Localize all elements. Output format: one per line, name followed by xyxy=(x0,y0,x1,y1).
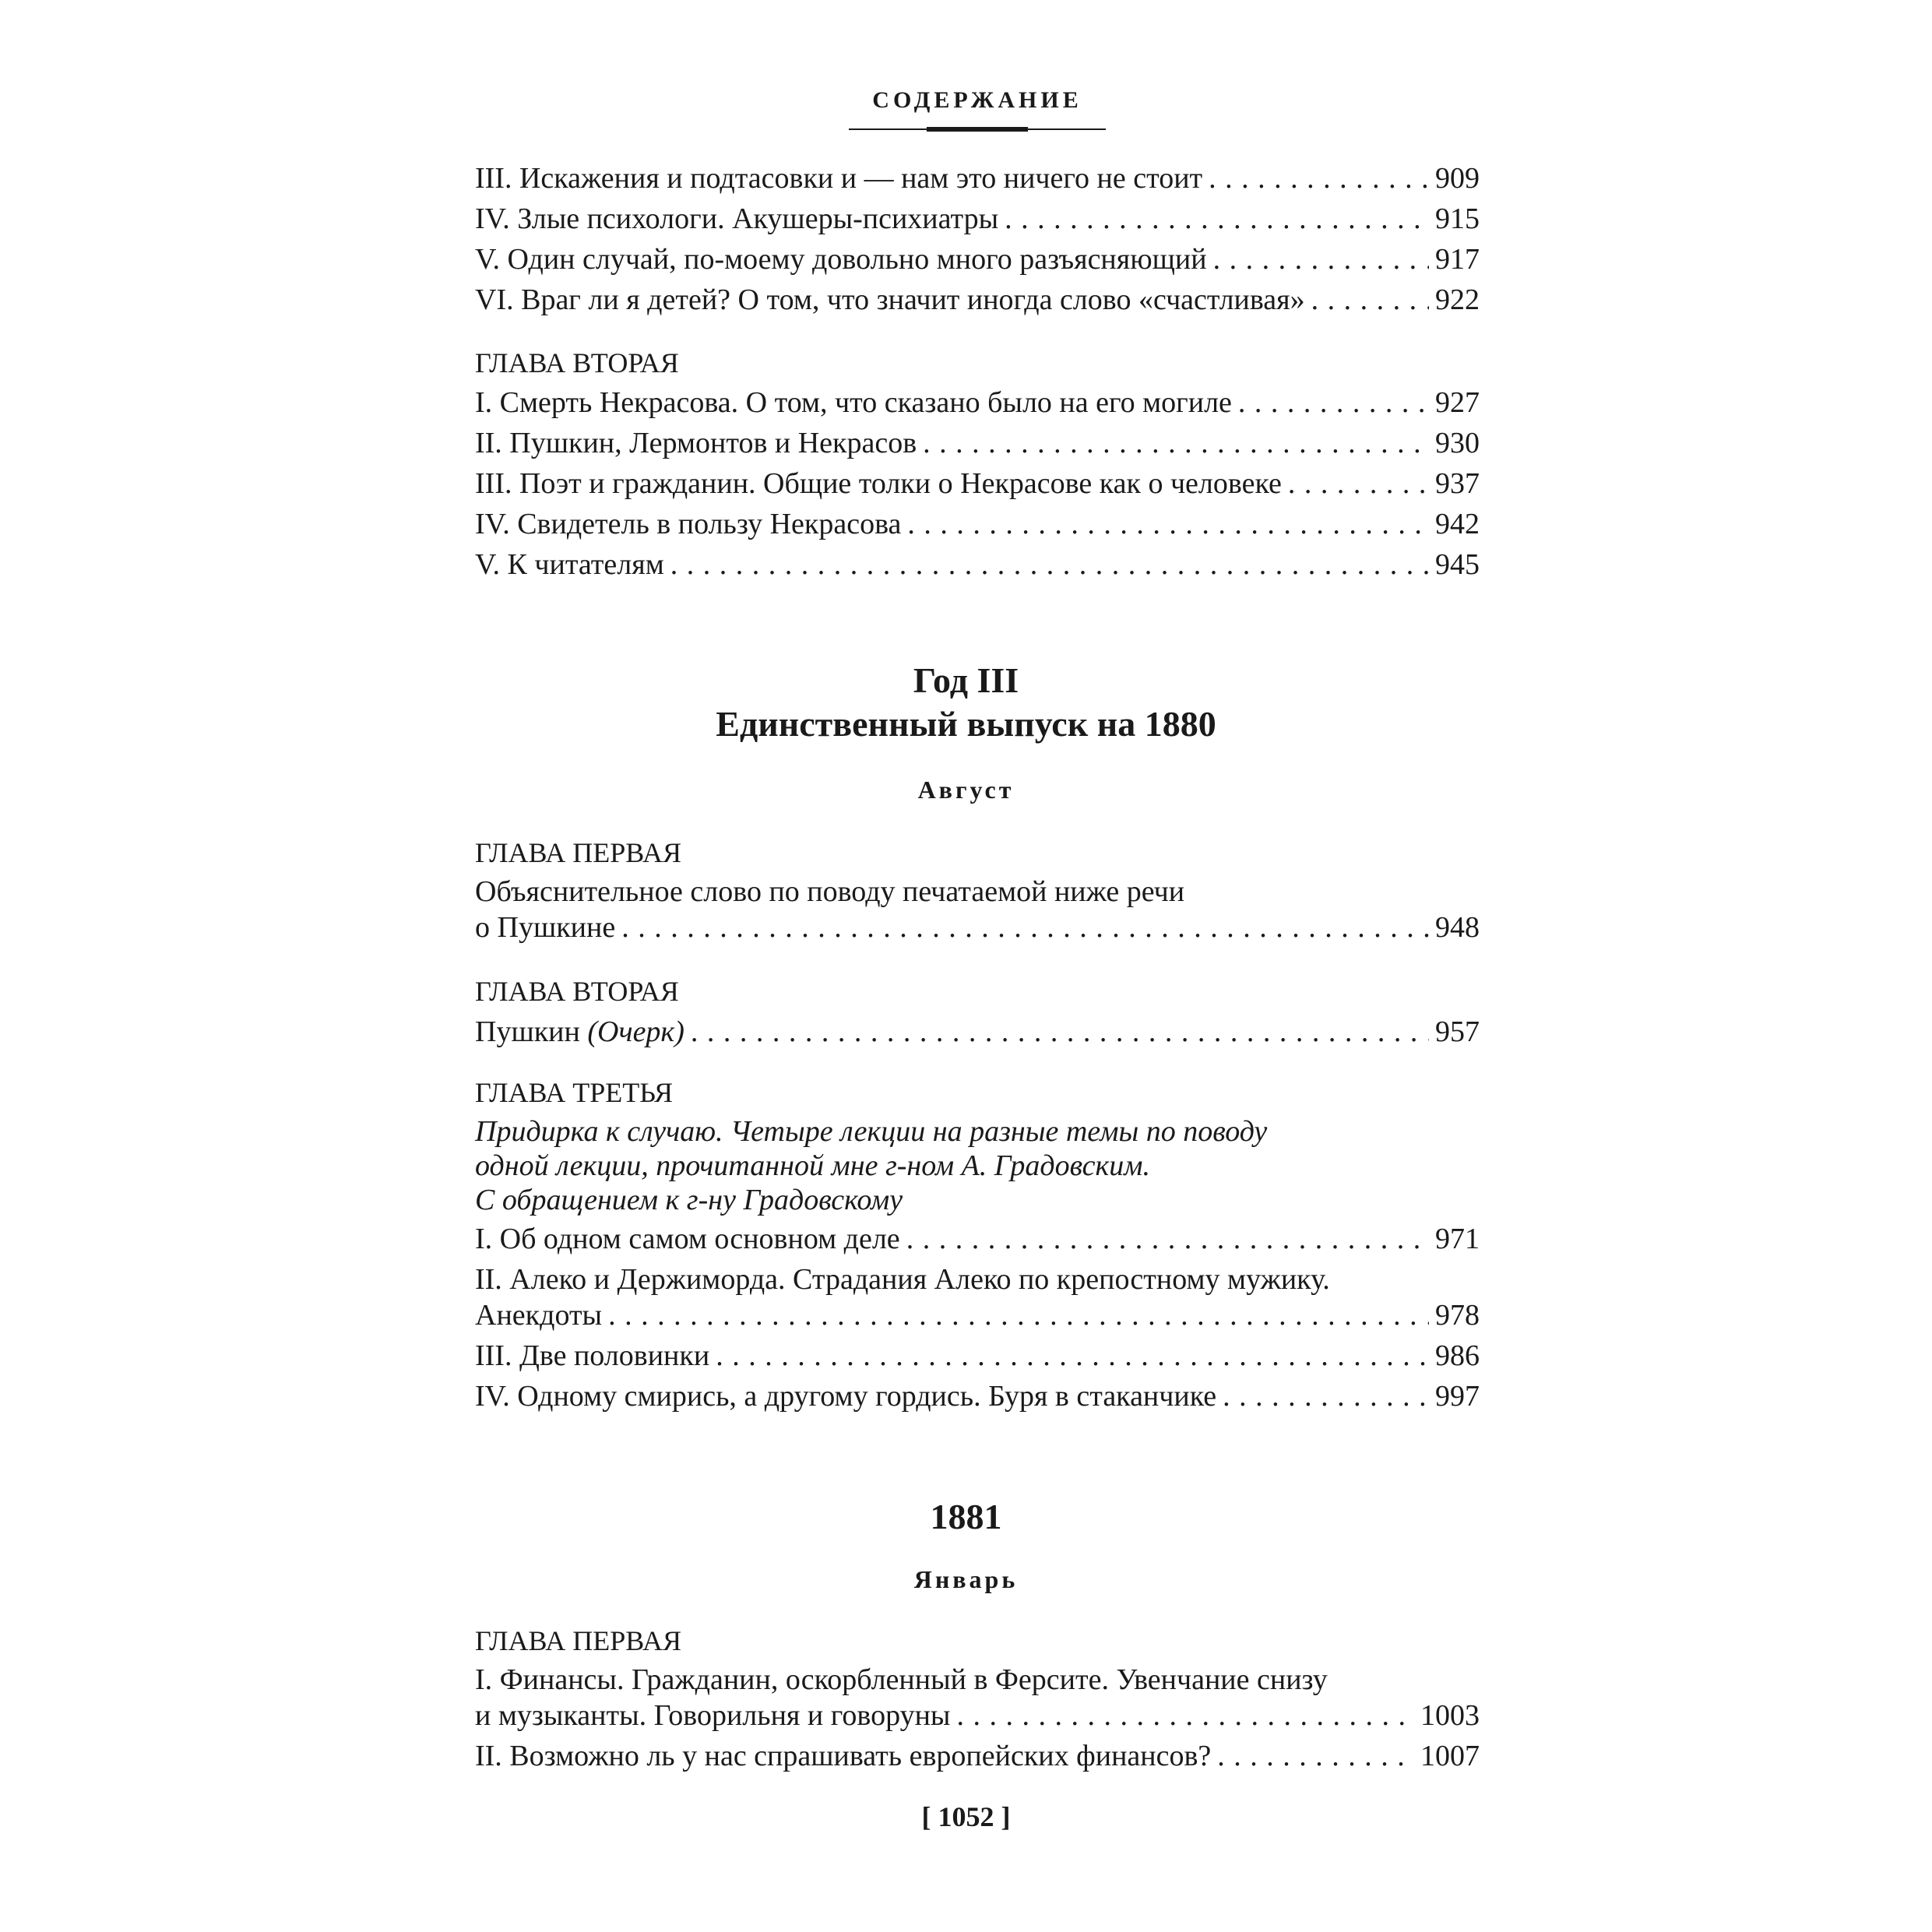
toc-entry[interactable] xyxy=(475,1378,1480,1414)
toc-entry[interactable] xyxy=(475,506,1480,542)
toc-entry-title: IV. Злые психологи. Акушеры-психиатры xyxy=(475,202,999,235)
running-head: СОДЕРЖАНИЕ xyxy=(872,87,1082,113)
toc-entry-page: 930 xyxy=(1435,427,1480,459)
toc-entry[interactable] xyxy=(475,282,1480,318)
dot-leader xyxy=(923,425,1429,461)
toc-entry-page: 997 xyxy=(1435,1380,1480,1413)
toc-entry-page: 1003 xyxy=(1420,1699,1480,1732)
toc-entry-title-line: I. Финансы. Гражданин, оскорбленный в Ферсите. Увенчание снизу xyxy=(475,1663,1328,1696)
toc-entry-title-line: II. Алеко и Держиморда. Страдания Алеко по крепостному мужику. xyxy=(475,1263,1330,1296)
dot-leader xyxy=(621,910,1429,945)
dot-leader xyxy=(608,1297,1429,1333)
chapter-heading: ГЛАВА ВТОРАЯ xyxy=(475,976,679,1007)
dot-leader xyxy=(1311,282,1429,318)
toc-entry-page: 917 xyxy=(1435,243,1480,276)
chapter-title-block xyxy=(475,1114,1480,1216)
dot-leader xyxy=(1223,1378,1429,1414)
dot-leader xyxy=(1288,466,1429,501)
toc-entry[interactable] xyxy=(475,201,1480,237)
toc-entry-title: о Пушкине xyxy=(475,911,616,944)
dot-leader xyxy=(691,1014,1429,1050)
chapter-heading: ГЛАВА ТРЕТЬЯ xyxy=(475,1077,674,1108)
toc-entry[interactable] xyxy=(475,466,1480,501)
toc-entry[interactable] xyxy=(475,425,1480,461)
year-title: 1881 xyxy=(930,1497,1002,1536)
toc-entry[interactable] xyxy=(475,1262,1480,1333)
toc-entry-subtitle: (Очерк) xyxy=(587,1015,684,1048)
toc-entry-title: I. Смерть Некрасова. О том, что сказано было на его могиле xyxy=(475,386,1232,419)
toc-entry-page: 915 xyxy=(1435,202,1480,235)
dot-leader xyxy=(716,1338,1429,1374)
issue-title: Единственный выпуск на 1880 xyxy=(716,704,1216,744)
dot-leader xyxy=(1209,160,1429,196)
toc-entry-page: 942 xyxy=(1435,508,1480,540)
chapter-title-line: Придирка к случаю. Четыре лекции на разные темы по поводу xyxy=(475,1115,1268,1148)
dot-leader xyxy=(670,547,1429,582)
toc-entry-title-line: Объяснительное слово по поводу печатаемой ниже речи xyxy=(475,875,1185,908)
month-heading: Январь xyxy=(913,1565,1019,1593)
toc-entry-page: 937 xyxy=(1435,467,1480,500)
toc-entry-title: III. Искажения и подтасовки и — нам это ничего не стоит xyxy=(475,162,1203,195)
toc-entry[interactable] xyxy=(475,547,1480,582)
dot-leader xyxy=(1213,241,1429,277)
chapter-heading: ГЛАВА ПЕРВАЯ xyxy=(475,1625,682,1656)
dot-leader xyxy=(956,1698,1414,1733)
toc-entry-page: 971 xyxy=(1435,1223,1480,1255)
toc-entry[interactable] xyxy=(475,160,1480,196)
dot-leader xyxy=(1005,201,1429,237)
toc-entry-page: 922 xyxy=(1435,283,1480,316)
chapter-heading: ГЛАВА ПЕРВАЯ xyxy=(475,837,682,868)
toc-entry[interactable] xyxy=(475,241,1480,277)
chapter-title-line: С обращением к г-ну Градовскому xyxy=(475,1184,903,1216)
toc-entry-page: 927 xyxy=(1435,386,1480,419)
toc-entry-title: V. К читателям xyxy=(475,548,664,581)
toc-entry[interactable] xyxy=(475,1014,1480,1050)
toc-entry[interactable] xyxy=(475,874,1480,945)
dot-leader xyxy=(907,506,1429,542)
page-number: [ 1052 ] xyxy=(921,1801,1011,1832)
toc-entry-page: 986 xyxy=(1435,1339,1480,1372)
toc-entry-title: Анекдоты xyxy=(475,1299,603,1332)
toc-entry-title: VI. Враг ли я детей? О том, что значит иногда слово «счастливая» xyxy=(475,283,1305,316)
toc-entry-title: IV. Одному смирись, а другому гордись. Буря в стаканчике xyxy=(475,1380,1217,1413)
toc-entry-title: III. Поэт и гражданин. Общие толки о Некрасове как о человеке xyxy=(475,467,1282,500)
toc-entry-title: II. Возможно ль у нас спрашивать европейских финансов? xyxy=(475,1740,1212,1772)
dot-leader xyxy=(1217,1738,1414,1774)
dot-leader xyxy=(1238,385,1429,421)
head-rule-ornament xyxy=(927,127,1028,132)
toc-entry[interactable] xyxy=(475,1221,1480,1257)
toc-entry-title: и музыканты. Говорильня и говоруны xyxy=(475,1699,951,1732)
toc-entry[interactable] xyxy=(475,385,1480,421)
year-title: Год III xyxy=(913,660,1019,700)
toc-entry-title: I. Об одном самом основном деле xyxy=(475,1223,900,1255)
toc-entry-title: V. Один случай, по-моему довольно много разъясняющий xyxy=(475,243,1207,276)
dot-leader xyxy=(906,1221,1429,1257)
toc-entry-page: 948 xyxy=(1435,911,1480,944)
chapter-title-line: одной лекции, прочитанной мне г-ном А. Градовским. xyxy=(475,1149,1150,1182)
month-heading: Август xyxy=(917,776,1015,804)
chapter-heading: ГЛАВА ВТОРАЯ xyxy=(475,347,679,378)
toc-entry-title: III. Две половинки xyxy=(475,1339,710,1372)
toc-entry-page: 945 xyxy=(1435,548,1480,581)
toc-entry-page: 957 xyxy=(1435,1015,1480,1048)
toc-entry-page: 1007 xyxy=(1420,1740,1480,1772)
toc-entry[interactable] xyxy=(475,1662,1480,1733)
toc-entry-title: IV. Свидетель в пользу Некрасова xyxy=(475,508,902,540)
toc-entry-page: 978 xyxy=(1435,1299,1480,1332)
toc-entry-title: II. Пушкин, Лермонтов и Некрасов xyxy=(475,427,917,459)
toc-entry[interactable] xyxy=(475,1738,1480,1774)
toc-entry[interactable] xyxy=(475,1338,1480,1374)
toc-entry-title: Пушкин xyxy=(475,1015,580,1048)
toc-entry-page: 909 xyxy=(1435,162,1480,195)
